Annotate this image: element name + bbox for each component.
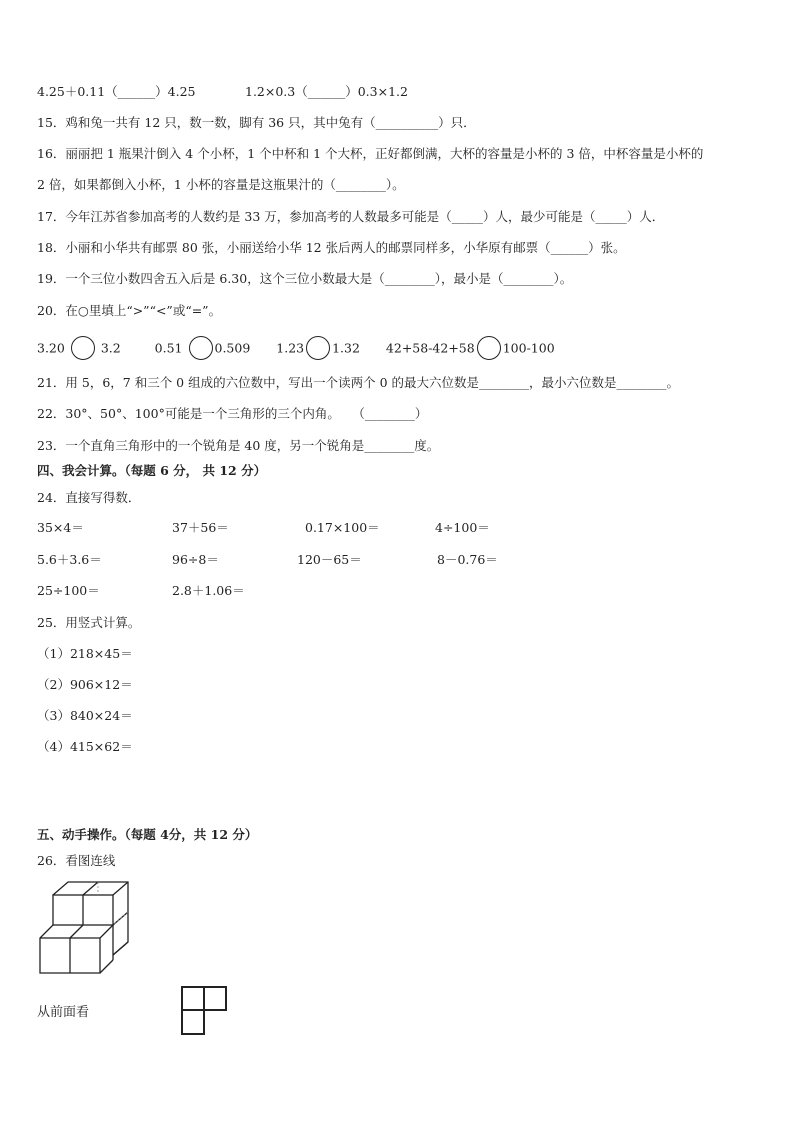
question-16-line-2: 2 倍，如果都倒入小杯，1 小杯的容量是这瓶果汁的（________）。 — [37, 177, 405, 192]
compare-b-left: 0.51 — [154, 340, 183, 356]
compare-d-right: 100-100 — [502, 340, 555, 356]
calc-3-1: 25÷100＝ — [37, 583, 100, 598]
question-21: 21．用 5，6，7 和三个 0 组成的六位数中，写出一个读两个 0 的最大六位数是________，最小六位数是________。 — [37, 375, 680, 390]
vertical-calc-1: （1）218×45＝ — [37, 646, 133, 661]
compare-circle-1[interactable] — [71, 336, 95, 360]
question-22: 22．30°、50°、100°可能是一个三角形的三个内角。 （________） — [37, 406, 428, 421]
q14-item-2: 1.2×0.3（______）0.3×1.2 — [245, 84, 408, 99]
calc-2-1: 5.6＋3.6＝ — [37, 552, 102, 567]
compare-c-left: 1.23 — [276, 340, 305, 356]
question-18: 18．小丽和小华共有邮票 80 张，小丽送给小华 12 张后两人的邮票同样多，小华原有邮票（______）张。 — [37, 240, 626, 255]
question-17: 17．今年江苏省参加高考的人数约是 33 万，参加高考的人数最多可能是（_____）人，最少可能是（_____）人． — [37, 209, 665, 224]
question-26: 26．看图连线 — [37, 853, 116, 868]
calc-2-4: 8－0.76＝ — [437, 552, 498, 567]
question-15: 15．鸡和兔一共有 12 只，数一数，脚有 36 只，其中兔有（__________）只． — [37, 115, 476, 130]
question-25: 25．用竖式计算。 — [37, 615, 141, 630]
calc-1-1: 35×4＝ — [37, 520, 84, 535]
compare-a-right: 3.2 — [100, 340, 121, 356]
q14-item-1: 4.25＋0.11（______）4.25 — [37, 84, 196, 99]
front-view-grid — [181, 986, 229, 1036]
calc-2-2: 96÷8＝ — [172, 552, 219, 567]
compare-circle-3[interactable] — [306, 336, 330, 360]
calc-3-2: 2.8＋1.06＝ — [172, 583, 245, 598]
section-5-title: 五、动手操作。（每题 4分，共 12 分） — [37, 827, 258, 842]
vertical-calc-4: （4）415×62＝ — [37, 739, 133, 754]
compare-a-left: 3.20 — [37, 340, 65, 356]
question-24: 24．直接写得数． — [37, 490, 141, 505]
calc-1-3: 0.17×100＝ — [305, 520, 380, 535]
question-23: 23．一个直角三角形中的一个锐角是 40 度，另一个锐角是________度。 — [37, 438, 440, 453]
question-20-comparisons — [37, 337, 555, 361]
compare-circle-4[interactable] — [477, 336, 501, 360]
question-20: 20．在○里填上“>”“<”或“=”。 — [37, 303, 222, 318]
question-19: 19．一个三位小数四舍五入后是 6.30，这个三位小数最大是（________），最小是（________）。 — [37, 271, 573, 286]
cube-stack-figure — [38, 880, 134, 976]
compare-b-right: 0.509 — [214, 340, 251, 356]
view-front-label: 从前面看 — [37, 1005, 90, 1020]
calc-1-4: 4÷100＝ — [435, 520, 490, 535]
compare-circle-2[interactable] — [189, 336, 213, 360]
calc-1-2: 37＋56＝ — [172, 520, 229, 535]
compare-c-right: 1.32 — [332, 340, 360, 356]
question-16-line-1: 16．丽丽把 1 瓶果汁倒入 4 个小杯，1 个中杯和 1 个大杯，正好都倒满，大杯的容量是小杯的 3 倍，中杯容量是小杯的 — [37, 146, 704, 161]
vertical-calc-2: （2）906×12＝ — [37, 677, 133, 692]
compare-d-left: 42+58-42+58 — [385, 340, 475, 356]
calc-2-3: 120－65＝ — [297, 552, 362, 567]
vertical-calc-3: （3）840×24＝ — [37, 708, 133, 723]
section-4-title: 四、我会计算。（每题 6 分， 共 12 分） — [37, 463, 267, 478]
